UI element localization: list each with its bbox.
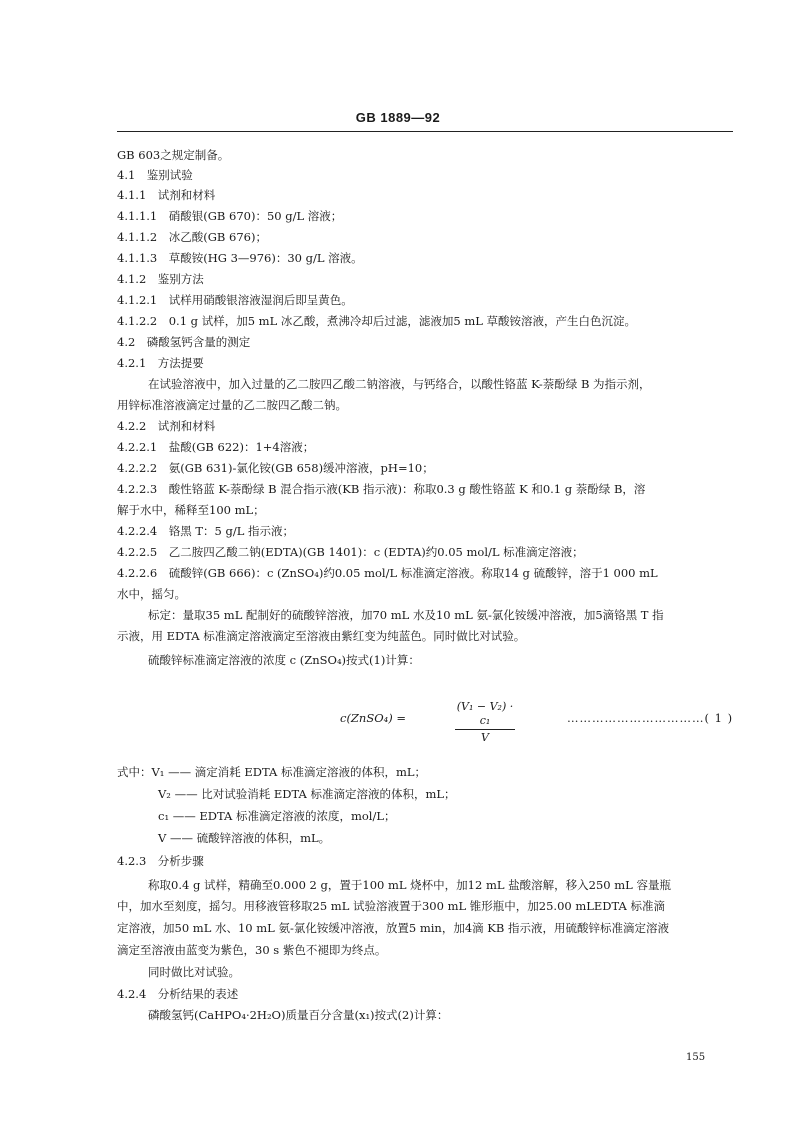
text-line: 用锌标准溶液滴定过量的乙二胺四乙酸二钠。 <box>117 398 347 412</box>
variable-definition: V —— 硫酸锌溶液的体积，mL。 <box>158 831 331 845</box>
text-line: 4.2.2.2 氨(GB 631)-氯化铵(GB 658)缓冲溶液，pH=10； <box>117 461 434 475</box>
page-number: 155 <box>686 1052 706 1063</box>
page-header: GB 1889—92 <box>355 110 441 125</box>
text-line: 硫酸锌标准滴定溶液的浓度 c (ZnSO₄)按式(1)计算： <box>148 653 420 667</box>
equation-denominator: V <box>481 731 489 744</box>
text-line: 4.1.1.1 硝酸银(GB 670)：50 g/L 溶液； <box>117 209 343 223</box>
text-line: 在试验溶液中，加入过量的乙二胺四乙酸二钠溶液，与钙络合，以酸性铬蓝 K-萘酚绿 B 为指示剂， <box>148 377 651 391</box>
equation-1 <box>0 700 796 744</box>
section-heading: 4.2.4 分析结果的表述 <box>117 987 239 1001</box>
text-line: 示液，用 EDTA 标准滴定溶液滴定至溶液由紫红变为纯蓝色。同时做比对试验。 <box>117 629 526 643</box>
variable-definition: 式中：V₁ —— 滴定消耗 EDTA 标准滴定溶液的体积，mL； <box>117 765 427 779</box>
text-line: 定溶液，加50 mL 水、10 mL 氨-氯化铵缓冲溶液，放置5 min，加4滴 KB 指示液，用硫酸锌标准滴定溶液 <box>117 921 669 935</box>
text-line: 4.2.2.3 酸性铬蓝 K-萘酚绿 B 混合指示液(KB 指示液)：称取0.3 g 酸性铬蓝 K 和0.1 g 萘酚绿 B，溶 <box>117 482 646 496</box>
variable-definition: c₁ —— EDTA 标准滴定溶液的浓度，mol/L； <box>158 809 396 823</box>
text-line: GB 603之规定制备。 <box>117 148 230 162</box>
text-line: 4.2.2.5 乙二胺四乙酸二钠(EDTA)(GB 1401)：c (EDTA)约0.05 mol/L 标准滴定溶液； <box>117 545 584 559</box>
text-line: 4.1.2.1 试样用硝酸银溶液湿润后即呈黄色。 <box>117 293 353 307</box>
fraction-bar <box>455 729 515 730</box>
header-rule <box>117 131 733 132</box>
text-line: 同时做比对试验。 <box>148 965 240 979</box>
text-line: 水中，摇匀。 <box>117 587 186 601</box>
equation-number: ……………………………( 1 ) <box>567 711 734 725</box>
text-line: 4.2.2.4 铬黑 T：5 g/L 指示液； <box>117 524 295 538</box>
section-heading: 4.1 鉴别试验 <box>117 168 193 182</box>
text-line: 4.1.1.3 草酸铵(HG 3—976)：30 g/L 溶液。 <box>117 251 363 265</box>
text-line: 磷酸氢钙(CaHPO₄·2H₂O)质量百分含量(x₁)按式(2)计算： <box>148 1008 449 1022</box>
text-line: 标定：量取35 mL 配制好的硫酸锌溶液，加70 mL 水及10 mL 氨-氯化铵缓冲溶液，加5滴铬黑 T 指 <box>148 608 664 622</box>
text-line: 解于水中，稀释至100 mL； <box>117 503 265 517</box>
equation-fraction <box>455 700 515 745</box>
section-heading: 4.2.2 试剂和材料 <box>117 419 216 433</box>
variable-definition: V₂ —— 比对试验消耗 EDTA 标准滴定溶液的体积，mL； <box>158 787 456 801</box>
text-line: 4.2.2.6 硫酸锌(GB 666)：c (ZnSO₄)约0.05 mol/L 标准滴定溶液。称取14 g 硫酸锌，溶于1 000 mL <box>117 566 658 580</box>
text-line: 4.1.2.2 0.1 g 试样，加5 mL 冰乙酸，煮沸冷却后过滤，滤液加5 mL 草酸铵溶液，产生白色沉淀。 <box>117 314 637 328</box>
text-line: 称取0.4 g 试样，精确至0.000 2 g，置于100 mL 烧杯中，加12 mL 盐酸溶解，移入250 mL 容量瓶 <box>148 878 671 892</box>
section-heading: 4.2.1 方法提要 <box>117 356 204 370</box>
text-line: 4.1.1.2 冰乙酸(GB 676)； <box>117 230 267 244</box>
text-line: 中，加水至刻度，摇匀。用移液管移取25 mL 试验溶液置于300 mL 锥形瓶中，加25.00 mLEDTA 标准滴 <box>117 899 666 913</box>
section-heading: 4.2 磷酸氢钙含量的测定 <box>117 335 251 349</box>
section-heading: 4.1.1 试剂和材料 <box>117 188 216 202</box>
equation-lhs: c(ZnSO₄) = <box>340 711 407 725</box>
text-line: 滴定至溶液由蓝变为紫色，30 s 紫色不褪即为终点。 <box>117 943 387 957</box>
section-heading: 4.1.2 鉴别方法 <box>117 272 204 286</box>
equation-numerator: (V₁ − V₂) · c₁ <box>456 700 514 727</box>
text-line: 4.2.2.1 盐酸(GB 622)：1+4溶液； <box>117 440 315 454</box>
section-heading: 4.2.3 分析步骤 <box>117 854 204 868</box>
